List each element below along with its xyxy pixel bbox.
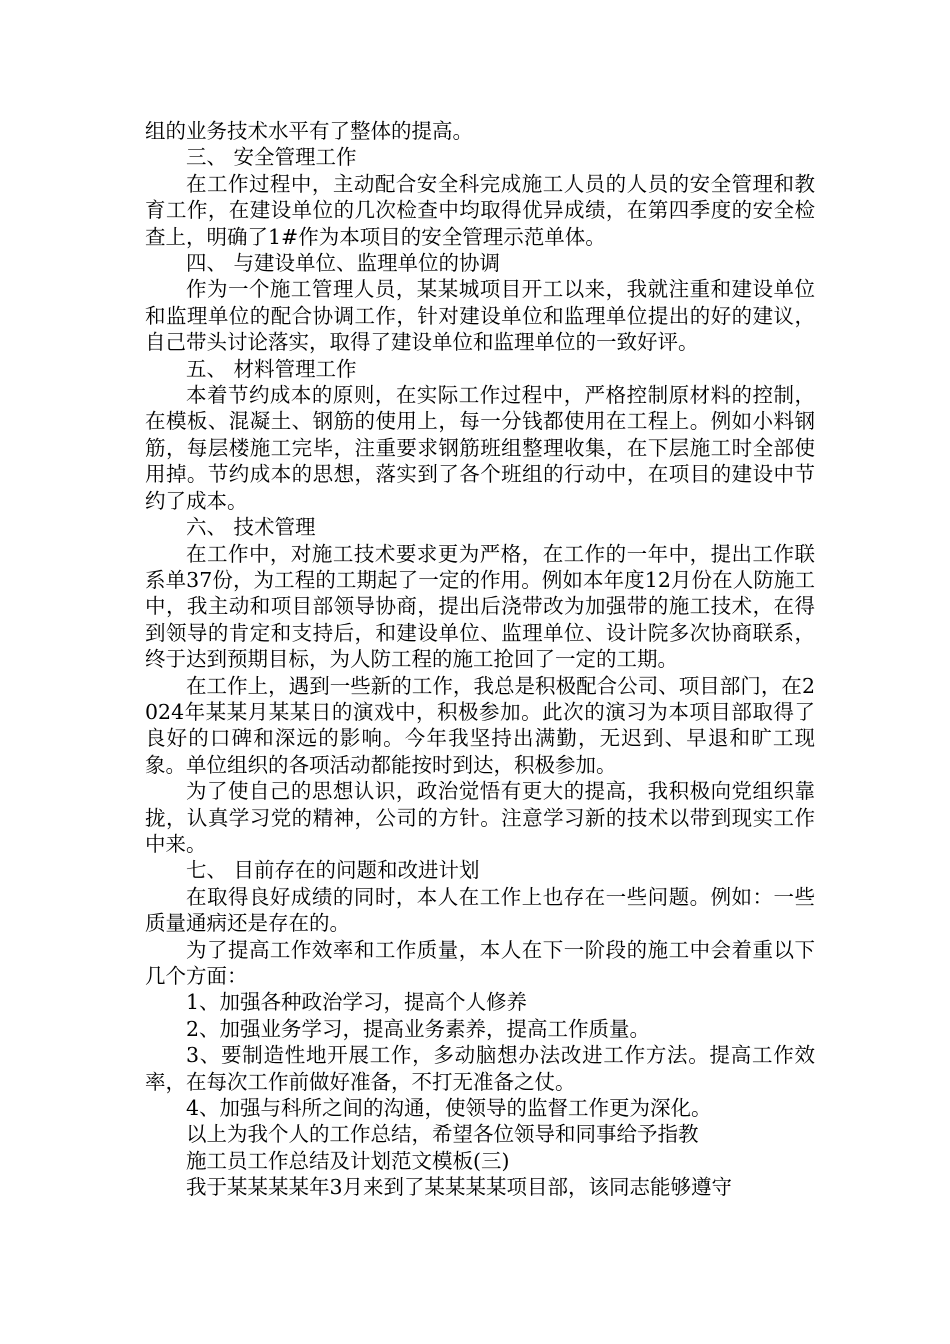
paragraph: 以上为我个人的工作总结，希望各位领导和同事给予指教 [186, 1122, 699, 1147]
paragraph: 在工作中，对施工技术要求更为严格，在工作的一年中，提出工作联系单37份，为工程的工期起了一定的作用。例如本年度12月份在人防施工中，我主动和项目部领导协商，提出后浇带改为加强带的施工技术，在得到领导的肯定和支持后，和建设单位、监理单位、设计院多次协商联系，终于达到预期目标，为人防工程的施工抢回了一定的工期。 [145, 541, 815, 672]
template-title: 施工员工作总结及计划范文模板(三) [186, 1148, 510, 1173]
document-page [145, 118, 815, 1201]
section-heading-materials: 五、 材料管理工作 [186, 356, 357, 381]
paragraph-continuation: 组的业务技术水平有了整体的提高。 [145, 119, 473, 143]
section-heading-coordination: 四、 与建设单位、监理单位的协调 [186, 251, 501, 276]
list-item: 1、加强各种政治学习，提高个人修养 [186, 990, 528, 1015]
list-item: 3、要制造性地开展工作，多动脑想办法改进工作方法。提高工作效率，在每次工作前做好准备，不打无准备之仗。 [145, 1043, 815, 1094]
paragraph: 为了提高工作效率和工作质量，本人在下一阶段的施工中会着重以下几个方面： [145, 937, 815, 988]
paragraph: 在取得良好成绩的同时，本人在工作上也存在一些问题。例如：一些质量通病还是存在的。 [145, 884, 815, 936]
list-item: 2、加强业务学习，提高业务素养，提高工作质量。 [186, 1016, 651, 1041]
paragraph: 我于某某某某年3月来到了某某某某项目部，该同志能够遵守 [186, 1175, 733, 1200]
section-heading-safety: 三、 安全管理工作 [186, 145, 357, 170]
section-heading-problems: 七、 目前存在的问题和改进计划 [186, 858, 480, 883]
paragraph: 本着节约成本的原则，在实际工作过程中，严格控制原材料的控制，在模板、混凝土、钢筋的使用上，每一分钱都使用在工程上。例如小料钢筋，每层楼施工完毕，注重要求钢筋班组整理收集，在下层施工时全部使用掉。节约成本的思想，落实到了各个班组的行动中，在项目的建设中节约了成本。 [145, 383, 815, 513]
paragraph: 在工作过程中，主动配合安全科完成施工人员的人员的安全管理和教育工作，在建设单位的几次检查中均取得优异成绩，在第四季度的安全检查上，明确了1#作为本项目的安全管理示范单体。 [145, 171, 815, 249]
paragraph: 在工作上，遇到一些新的工作，我总是积极配合公司、项目部门，在2024年某某月某某日的演戏中，积极参加。此次的演习为本项目部取得了良好的口碑和深远的影响。今年我坚持出满勤，无迟到、早退和旷工现象。单位组织的各项活动都能按时到达，积极参加。 [145, 673, 815, 777]
list-item: 4、加强与科所之间的沟通，使领导的监督工作更为深化。 [186, 1096, 712, 1121]
section-heading-technical: 六、 技术管理 [186, 515, 316, 540]
paragraph: 为了使自己的思想认识，政治觉悟有更大的提高，我积极向党组织靠拢，认真学习党的精神，公司的方针。注意学习新的技术以带到现实工作中来。 [145, 779, 815, 856]
paragraph: 作为一个施工管理人员，某某城项目开工以来，我就注重和建设单位和监理单位的配合协调工作，针对建设单位和监理单位提出的好的建议，自己带头讨论落实，取得了建设单位和监理单位的一致好评。 [145, 277, 815, 355]
